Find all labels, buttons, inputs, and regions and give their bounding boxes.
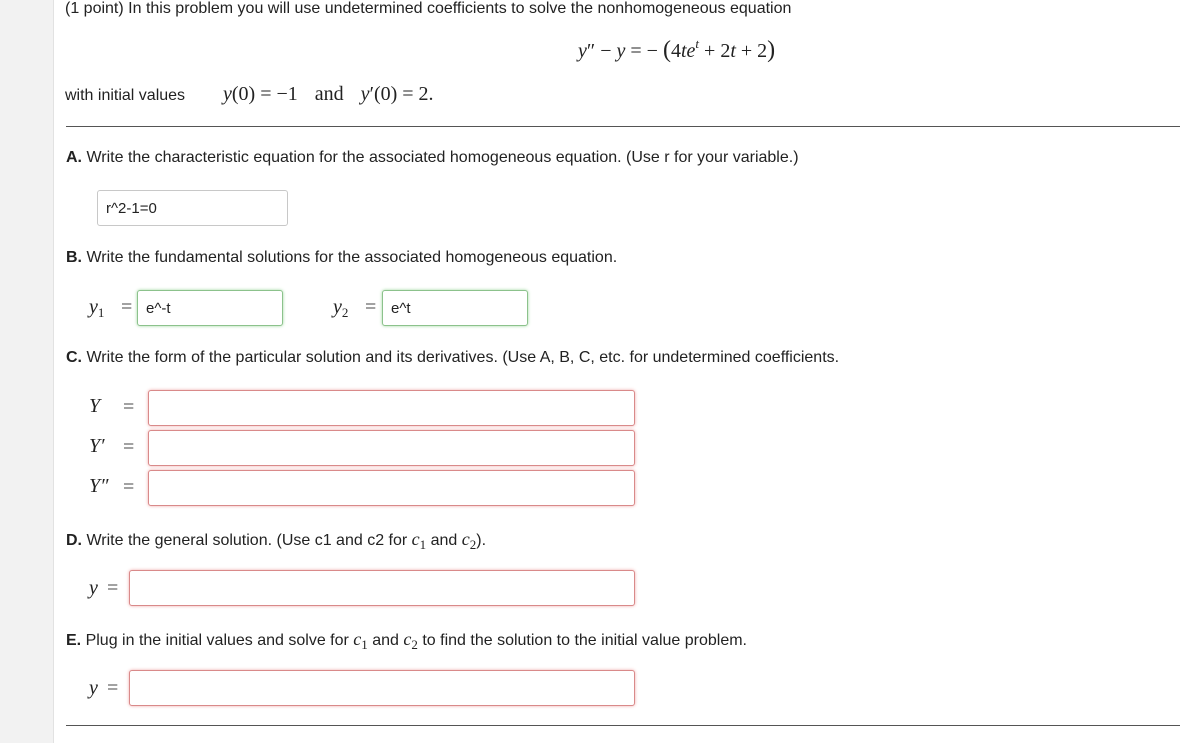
eq-minus: − <box>595 40 617 62</box>
general-solution-input[interactable] <box>129 570 635 606</box>
points-label: (1 point) <box>65 0 124 17</box>
eq-plus1: + 2 <box>699 40 731 62</box>
Y-equals: = <box>123 396 135 418</box>
initial-values-label: with initial values <box>65 87 186 104</box>
eq-e: e <box>686 40 696 62</box>
characteristic-equation-input[interactable] <box>97 190 288 226</box>
e-c1-subscript: 1 <box>361 637 368 652</box>
c2-symbol: c <box>461 529 470 549</box>
iv2-arg: (0) = 2. <box>373 83 434 105</box>
part-e-letter: E. <box>66 632 82 649</box>
Y-prime-equals: = <box>123 436 135 458</box>
part-e-prompt <box>66 629 747 653</box>
part-c-text: Write the form of the particular solution and its derivatives. (Use A, B, C, etc. for undetermined coefficients. <box>86 349 840 366</box>
c2-subscript: 2 <box>469 537 477 552</box>
part-c-letter: C. <box>66 349 82 366</box>
part-b-prompt <box>66 249 617 267</box>
part-d-c1 <box>411 529 427 552</box>
part-a-text: Write the characteristic equation for the associated homogeneous equation. (Use r for your variable.) <box>86 149 799 166</box>
y2-input[interactable] <box>382 290 528 326</box>
main-equation <box>578 36 775 64</box>
eq-lparen: ( <box>662 37 671 63</box>
problem-intro <box>65 0 791 18</box>
problem-content <box>53 0 1180 743</box>
eq-t1: t <box>680 40 687 62</box>
part-b-text: Write the fundamental solutions for the associated homogeneous equation. <box>86 249 618 266</box>
eq-y2: y <box>616 40 626 62</box>
part-e-text-after: to find the solution to the initial value problem. <box>422 632 747 649</box>
part-e-and: and <box>372 632 399 649</box>
iv1-y: y <box>223 83 232 105</box>
ivp-y-label: y <box>89 677 98 699</box>
e-c1-symbol: c <box>353 629 362 649</box>
y1-input[interactable] <box>137 290 283 326</box>
iv2-prime: ′ <box>369 83 374 105</box>
Y-double-prime-input[interactable] <box>148 470 635 506</box>
part-d-prompt <box>66 529 486 553</box>
part-a-letter: A. <box>66 149 82 166</box>
part-d-and: and <box>430 532 458 549</box>
Y-label: Y <box>89 395 101 417</box>
Y-prime-input[interactable] <box>148 430 635 466</box>
eq-coef: 4 <box>670 40 681 62</box>
part-d-text-after: ). <box>476 532 487 549</box>
eq-double-prime: ″ <box>586 40 596 62</box>
part-e-c1 <box>353 629 368 652</box>
y2-label <box>333 296 348 321</box>
Y-double-prime-label: Y″ <box>89 475 109 497</box>
initial-values <box>223 83 434 106</box>
part-d-letter: D. <box>66 532 82 549</box>
eq-plus2: + 2 <box>735 40 768 62</box>
bottom-divider <box>66 725 1180 726</box>
eq-rparen: ) <box>767 37 776 63</box>
e-c2-subscript: 2 <box>411 637 418 652</box>
part-c-prompt <box>66 349 839 367</box>
eq-exponent: t <box>695 36 700 51</box>
intro-text: In this problem you will use undetermined coefficients to solve the nonhomogeneous equation <box>128 0 792 17</box>
y2-equals: = <box>365 296 377 318</box>
eq-equals: = − <box>625 40 658 62</box>
general-y-equals: = <box>107 577 119 599</box>
part-d-text: Write the general solution. (Use c1 and c2 for <box>86 532 408 549</box>
ivp-y-equals: = <box>107 677 119 699</box>
y1-symbol: y <box>89 296 98 318</box>
part-a-prompt <box>66 149 799 167</box>
left-gutter <box>0 0 54 743</box>
iv-and: and <box>314 83 344 105</box>
Y-input[interactable] <box>148 390 635 426</box>
top-divider <box>66 126 1180 127</box>
part-d-c2 <box>461 529 477 552</box>
y1-label <box>89 296 104 321</box>
ivp-solution-input[interactable] <box>129 670 635 706</box>
part-e-c2 <box>403 629 418 652</box>
e-c2-symbol: c <box>403 629 412 649</box>
Y-prime-label: Y′ <box>89 435 105 457</box>
eq-t2: t <box>730 40 736 62</box>
part-b-letter: B. <box>66 249 82 266</box>
y2-subscript: 2 <box>341 305 349 320</box>
y2-symbol: y <box>333 296 342 318</box>
c1-subscript: 1 <box>419 537 427 552</box>
part-e-text: Plug in the initial values and solve for <box>85 632 349 649</box>
iv2-y: y <box>360 83 370 105</box>
c1-symbol: c <box>411 529 420 549</box>
y1-subscript: 1 <box>97 305 105 320</box>
eq-y: y <box>578 40 587 62</box>
iv1-arg: (0) = −1 <box>231 83 298 105</box>
general-y-label: y <box>89 577 98 599</box>
Y-double-prime-equals: = <box>123 476 135 498</box>
y1-equals: = <box>121 296 133 318</box>
